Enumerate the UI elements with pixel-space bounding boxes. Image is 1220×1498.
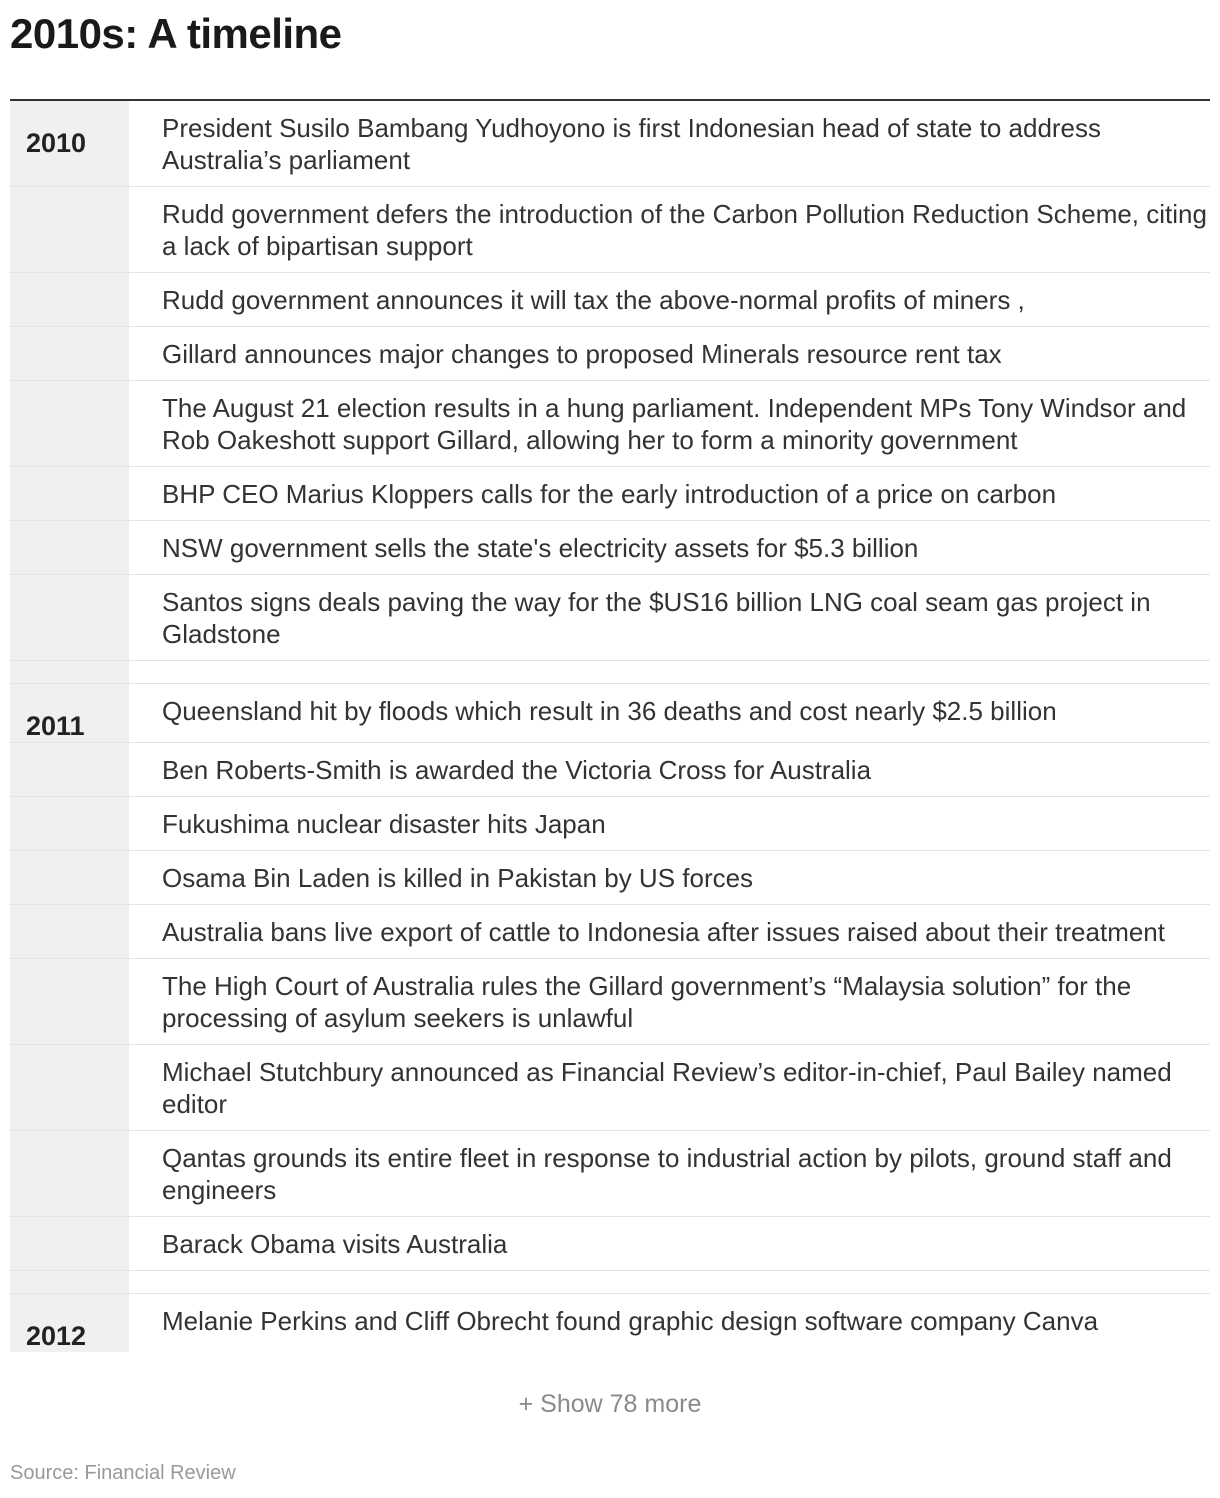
event-cell: Osama Bin Laden is killed in Pakistan by US forces [162,863,754,893]
event-cell: Rudd government defers the introduction of the Carbon Pollution Reduction Scheme, citing a lack of bipartisan support [162,199,1207,261]
year-cell [10,381,129,466]
source-note: Source: Financial Review [10,1462,236,1484]
page-title: 2010s: A timeline [10,10,342,57]
table-row [10,743,1210,797]
year-cell: 2011 [10,684,129,742]
table-spacer-row [10,661,1210,684]
year-cell: 2012 [10,1294,129,1352]
table-row [10,273,1210,327]
event-cell: BHP CEO Marius Kloppers calls for the early introduction of a price on carbon [162,479,1057,509]
table-row [10,905,1210,959]
table-row [10,1131,1210,1217]
event-cell: Rudd government announces it will tax the above-normal profits of miners , [162,285,1025,315]
table-row [10,575,1210,661]
table-row [10,327,1210,381]
year-cell [10,1271,129,1293]
year-cell [10,797,129,850]
event-cell: Ben Roberts-Smith is awarded the Victoria Cross for Australia [162,755,872,785]
year-cell [10,959,129,1044]
event-cell: Melanie Perkins and Cliff Obrecht found graphic design software company Canva [162,1306,1099,1336]
year-cell [10,327,129,380]
event-cell: President Susilo Bambang Yudhoyono is first Indonesian head of state to address Australia’s parliament [162,113,1102,175]
table-row [10,1217,1210,1271]
show-more-button[interactable]: + Show 78 more [518,1390,702,1418]
table-row [10,1045,1210,1131]
event-cell: Santos signs deals paving the way for the $US16 billion LNG coal seam gas project in Gladstone [162,587,1151,649]
table-row [10,1294,1210,1352]
year-cell [10,273,129,326]
table-row [10,959,1210,1045]
year-cell [10,1217,129,1270]
event-cell: Qantas grounds its entire fleet in response to industrial action by pilots, ground staff and engineers [162,1143,1172,1205]
event-cell: Queensland hit by floods which result in 36 deaths and cost nearly $2.5 billion [162,696,1057,726]
event-cell: The August 21 election results in a hung parliament. Independent MPs Tony Windsor and Rob Oakeshott support Gillard, allowing her to form a minority government [162,393,1187,455]
year-cell [10,467,129,520]
year-cell: 2010 [10,101,129,186]
event-cell [129,1271,1210,1293]
year-cell [10,1131,129,1216]
year-cell [10,661,129,683]
table-row [10,467,1210,521]
year-cell [10,905,129,958]
event-cell: Gillard announces major changes to proposed Minerals resource rent tax [162,339,1002,369]
table-row [10,187,1210,273]
table-row [10,381,1210,467]
table-row [10,851,1210,905]
table-row [10,101,1210,187]
year-cell [10,575,129,660]
event-cell: Fukushima nuclear disaster hits Japan [162,809,606,839]
event-cell: Barack Obama visits Australia [162,1229,508,1259]
event-cell: The High Court of Australia rules the Gillard government’s “Malaysia solution” for the processing of asylum seekers is unlawful [162,971,1132,1033]
table-spacer-row [10,1271,1210,1294]
event-cell: NSW government sells the state's electricity assets for $5.3 billion [162,533,919,563]
event-cell: Michael Stutchbury announced as Financial Review’s editor-in-chief, Paul Bailey named editor [162,1057,1172,1119]
year-cell [10,743,129,796]
event-cell [129,661,1210,683]
timeline-table [10,99,1210,1352]
table-row [10,521,1210,575]
table-row [10,684,1210,743]
year-cell [10,521,129,574]
year-cell [10,1045,129,1130]
year-cell [10,187,129,272]
event-cell: Australia bans live export of cattle to Indonesia after issues raised about their treatment [162,917,1165,947]
year-cell [10,851,129,904]
table-row [10,797,1210,851]
